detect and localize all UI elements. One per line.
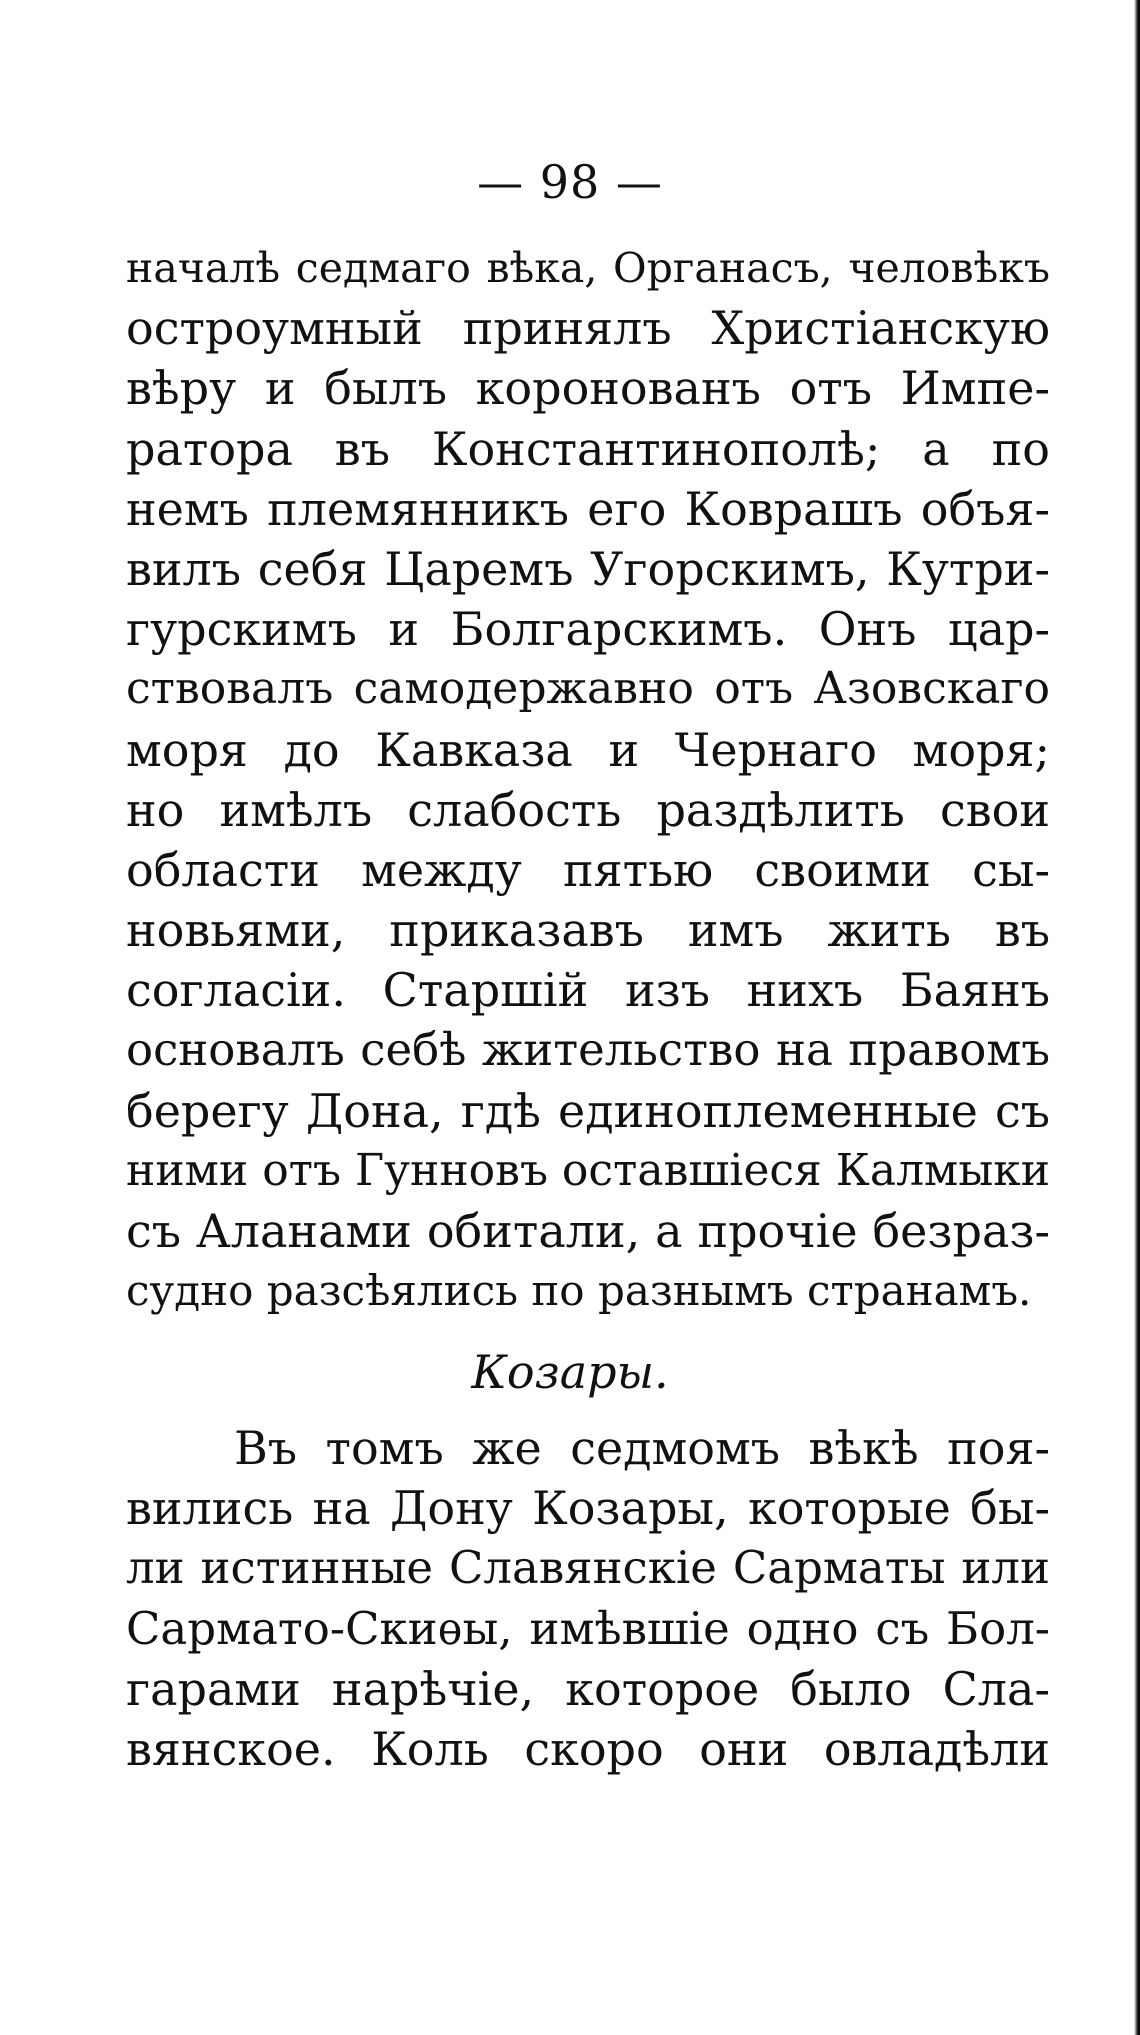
text-line: ствовалъ самодержавно отъ Азовскаго: [126, 663, 1050, 715]
text-line: съ Аланами обитали, а прочіе безраз-: [126, 1204, 1050, 1258]
text-line: ли истинные Славянскіе Сарматы или: [126, 1541, 1050, 1595]
paragraph-1: [126, 238, 1050, 1321]
text-line: согласіи. Старшій изъ нихъ Баянъ: [126, 963, 1050, 1018]
text-line: Въ томъ же седмомъ вѣкѣ поя-: [234, 1421, 1050, 1475]
text-line: вилъ себя Царемъ Угорскимъ, Кутри-: [126, 541, 1050, 596]
text-line: моря до Кавказа и Чернаго моря;: [126, 722, 1050, 777]
paragraph-2: [126, 1418, 1050, 1779]
text-line: немъ племянникъ его Коврашъ объя-: [126, 481, 1050, 536]
section-heading: Козары.: [471, 1345, 669, 1399]
text-line: берегу Дона, гдѣ единоплеменные съ: [126, 1083, 1050, 1138]
text-line: остроумный принялъ Христіанскую: [126, 301, 1050, 356]
page-number: — 98 —: [477, 155, 663, 209]
page-edge-shadow: [1134, 0, 1140, 2035]
text-line: вянское. Коль скоро они овладѣли: [126, 1721, 1050, 1776]
text-line: вились на Дону Козары, которые бы-: [126, 1481, 1050, 1536]
text-line: гурскимъ и Болгарскимъ. Онъ цар-: [126, 602, 1050, 657]
text-line: вѣру и былъ коронованъ отъ Импе-: [126, 361, 1050, 416]
text-line: но имѣлъ слабость раздѣлить свои: [126, 782, 1050, 837]
text-line: судно разсѣялись по разнымъ странамъ.: [126, 1266, 1032, 1316]
text-line: началѣ седмаго вѣка, Органасъ, человѣкъ: [126, 244, 1050, 292]
text-line: новьями, приказавъ имъ жить въ: [126, 903, 1050, 958]
text-line: ратора въ Константинополѣ; а по: [126, 421, 1050, 476]
text-line: Сармато-Скиѳы, имѣвшіе одно съ Бол-: [126, 1601, 1050, 1655]
text-line: основалъ себѣ жительство на правомъ: [126, 1023, 1050, 1077]
text-line: ними отъ Гунновъ оставшіеся Калмыки: [126, 1144, 1051, 1196]
text-line: области между пятью своими сы-: [126, 842, 1050, 897]
text-line: гарами нарѣчіе, которое было Сла-: [126, 1661, 1050, 1716]
